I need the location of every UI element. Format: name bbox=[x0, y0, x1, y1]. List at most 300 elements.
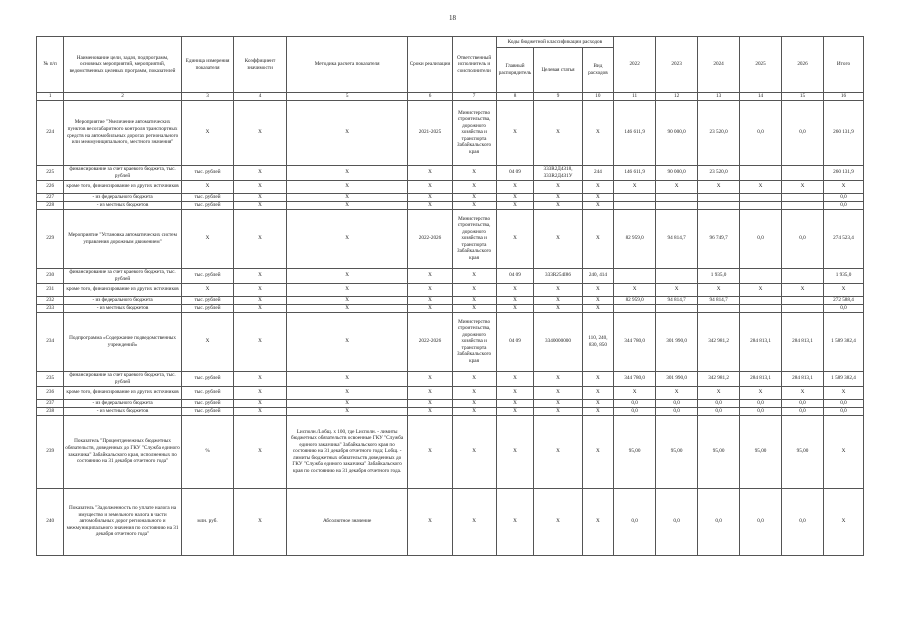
table-row bbox=[37, 283, 864, 296]
table-cell: Х bbox=[534, 371, 582, 386]
table-cell: Х bbox=[698, 180, 740, 193]
table-cell: тыс. рублей bbox=[181, 165, 233, 180]
table-cell: 94 814,7 bbox=[656, 296, 698, 304]
table-cell bbox=[614, 201, 656, 209]
table-row bbox=[37, 201, 864, 209]
table-cell: Х bbox=[782, 180, 824, 193]
table-cell: 0,0 bbox=[656, 407, 698, 415]
table-cell: 260 131,9 bbox=[824, 165, 864, 180]
table-cell: Х bbox=[234, 371, 286, 386]
table-cell: Х bbox=[534, 193, 582, 201]
header-year-2024: 2024 bbox=[698, 37, 740, 93]
table-cell: Министерство строительства, дорожного хозяйства и транспорта Забайкальского края bbox=[452, 312, 496, 371]
table-cell: Х bbox=[234, 407, 286, 415]
table-cell: 229 bbox=[37, 209, 64, 268]
column-number-cell: 9 bbox=[534, 93, 582, 101]
table-cell: Х bbox=[824, 415, 864, 488]
table-cell: Х bbox=[408, 296, 452, 304]
table-cell: Х bbox=[408, 304, 452, 312]
table-cell: 225 bbox=[37, 165, 64, 180]
table-cell: 284 813,1 bbox=[782, 312, 824, 371]
table-cell: Х bbox=[582, 399, 614, 407]
table-row bbox=[37, 165, 864, 180]
table-cell: Х bbox=[234, 399, 286, 407]
table-cell: Х bbox=[234, 415, 286, 488]
table-cell: Х bbox=[452, 415, 496, 488]
header-responsible: Ответственный исполнитель и соисполнители bbox=[452, 37, 496, 93]
table-row bbox=[37, 415, 864, 488]
table-cell: Х bbox=[698, 386, 740, 399]
table-cell: Х bbox=[408, 371, 452, 386]
table-cell bbox=[656, 268, 698, 283]
table-cell: 95,00 bbox=[782, 415, 824, 488]
table-row bbox=[37, 399, 864, 407]
table-cell: Lисполн./Lобщ. х 100, где Lисполн. - лимиты бюджетных обязательств освоенные ГКУ "Служба единого заказчика" Забайкальского края по состоянию на 31 декабря отчетного года; Lобщ. - лимиты бюджетных обязательств доведенных до ГКУ "Служба единого заказчика" Забайкальского края по состоянию на 31 декабря отчетного года. bbox=[286, 415, 408, 488]
table-cell: тыс. рублей bbox=[181, 296, 233, 304]
table-row bbox=[37, 296, 864, 304]
table-cell: Х bbox=[496, 283, 534, 296]
table-cell: Х bbox=[534, 296, 582, 304]
table-cell: Х bbox=[234, 100, 286, 165]
table-cell: Х bbox=[496, 415, 534, 488]
table-cell: 0,0 bbox=[824, 304, 864, 312]
table-cell: Х bbox=[286, 312, 408, 371]
table-cell: Х bbox=[234, 488, 286, 555]
table-cell: Х bbox=[534, 386, 582, 399]
table-cell: 04 09 bbox=[496, 268, 534, 283]
table-cell bbox=[656, 193, 698, 201]
table-cell: 0,0 bbox=[614, 399, 656, 407]
table-cell: Х bbox=[286, 407, 408, 415]
table-cell: 2021-2025 bbox=[408, 100, 452, 165]
table-cell: % bbox=[181, 415, 233, 488]
table-cell: финансирование за счет краевого бюджета, тыс. рублей bbox=[64, 268, 182, 283]
column-number-cell: 11 bbox=[614, 93, 656, 101]
table-cell: 344 780,0 bbox=[614, 371, 656, 386]
column-number-cell: 7 bbox=[452, 93, 496, 101]
table-cell: Абсолютное значение bbox=[286, 488, 408, 555]
table-row bbox=[37, 100, 864, 165]
table-cell: Х bbox=[234, 201, 286, 209]
table-cell: Х bbox=[234, 386, 286, 399]
table-cell: 0,0 bbox=[740, 209, 782, 268]
column-number-cell: 3 bbox=[181, 93, 233, 101]
table-cell: Х bbox=[782, 386, 824, 399]
table-cell: Х bbox=[824, 386, 864, 399]
table-cell bbox=[782, 296, 824, 304]
table-cell: Х bbox=[286, 193, 408, 201]
table-cell: Х bbox=[496, 180, 534, 193]
table-cell: - из федерального бюджета bbox=[64, 296, 182, 304]
table-cell: Х bbox=[452, 268, 496, 283]
table-cell bbox=[740, 296, 782, 304]
table-row bbox=[37, 371, 864, 386]
column-number-cell: 14 bbox=[740, 93, 782, 101]
table-cell: Х bbox=[286, 165, 408, 180]
table-cell: Х bbox=[286, 283, 408, 296]
table-cell: Х bbox=[496, 100, 534, 165]
table-cell bbox=[698, 304, 740, 312]
table-cell bbox=[740, 268, 782, 283]
table-cell: Х bbox=[534, 180, 582, 193]
table-cell: 1 935,0 bbox=[698, 268, 740, 283]
table-cell bbox=[782, 193, 824, 201]
header-expense-type: Вид расходов bbox=[582, 48, 614, 93]
table-cell: тыс. рублей bbox=[181, 304, 233, 312]
table-cell: - из местных бюджетов bbox=[64, 304, 182, 312]
table-cell: 04 09 bbox=[496, 165, 534, 180]
table-cell bbox=[614, 268, 656, 283]
table-cell: 1 935,0 bbox=[824, 268, 864, 283]
table-cell: 272 588,4 bbox=[824, 296, 864, 304]
budget-table bbox=[36, 36, 864, 556]
table-cell: тыс. рублей bbox=[181, 399, 233, 407]
table-cell: Х bbox=[408, 180, 452, 193]
table-cell: Х bbox=[782, 283, 824, 296]
table-cell: 3340000000 bbox=[534, 312, 582, 371]
header-number: № п/п bbox=[37, 37, 64, 93]
table-cell bbox=[782, 201, 824, 209]
table-cell: 284 813,1 bbox=[740, 312, 782, 371]
table-cell bbox=[698, 193, 740, 201]
header-year-2026: 2026 bbox=[782, 37, 824, 93]
table-cell: Х bbox=[452, 371, 496, 386]
table-cell: 0,0 bbox=[824, 399, 864, 407]
table-cell: Х bbox=[740, 180, 782, 193]
table-cell: 95,00 bbox=[656, 415, 698, 488]
table-cell: Х bbox=[824, 180, 864, 193]
table-cell: Х bbox=[234, 283, 286, 296]
table-cell: 238 bbox=[37, 407, 64, 415]
table-cell: 0,0 bbox=[824, 193, 864, 201]
table-cell: Х bbox=[286, 371, 408, 386]
table-cell: Х bbox=[534, 209, 582, 268]
table-cell: 0,0 bbox=[824, 407, 864, 415]
table-cell: 227 bbox=[37, 193, 64, 201]
table-cell bbox=[656, 304, 698, 312]
table-cell: Х bbox=[181, 283, 233, 296]
table-cell: Х bbox=[234, 268, 286, 283]
table-cell: Х bbox=[534, 283, 582, 296]
table-cell: Х bbox=[286, 180, 408, 193]
table-cell: тыс. рублей bbox=[181, 268, 233, 283]
table-cell: 237 bbox=[37, 399, 64, 407]
column-number-row bbox=[37, 93, 864, 101]
table-cell: Х bbox=[452, 399, 496, 407]
table-cell: Х bbox=[496, 371, 534, 386]
table-header bbox=[37, 37, 864, 93]
table-cell: 2022-2026 bbox=[408, 209, 452, 268]
table-cell: Х bbox=[452, 304, 496, 312]
table-cell: Х bbox=[582, 100, 614, 165]
table-cell: Х bbox=[496, 201, 534, 209]
table-cell bbox=[782, 165, 824, 180]
column-number-cell: 10 bbox=[582, 93, 614, 101]
table-cell: 0,0 bbox=[782, 209, 824, 268]
table-row bbox=[37, 488, 864, 555]
table-cell: Х bbox=[408, 407, 452, 415]
table-cell: Х bbox=[452, 283, 496, 296]
table-cell: Х bbox=[614, 180, 656, 193]
header-unit: Единица измерения показателя bbox=[181, 37, 233, 93]
table-cell: 0,0 bbox=[656, 399, 698, 407]
table-cell: 233 bbox=[37, 304, 64, 312]
table-cell: тыс. рублей bbox=[181, 407, 233, 415]
table-cell: Х bbox=[534, 201, 582, 209]
table-cell: Х bbox=[408, 268, 452, 283]
table-row bbox=[37, 180, 864, 193]
table-cell: Х bbox=[656, 386, 698, 399]
table-cell: 235 bbox=[37, 371, 64, 386]
table-cell: 284 813,1 bbox=[782, 371, 824, 386]
table-cell: Х bbox=[286, 386, 408, 399]
table-cell: кроме того, финансирование из других источников bbox=[64, 283, 182, 296]
column-number-cell: 2 bbox=[64, 93, 182, 101]
table-cell: Х bbox=[740, 283, 782, 296]
table-cell: Х bbox=[408, 415, 452, 488]
table-cell: Х bbox=[582, 304, 614, 312]
table-cell: 239 bbox=[37, 415, 64, 488]
table-cell: Х bbox=[408, 283, 452, 296]
column-number-cell: 6 bbox=[408, 93, 452, 101]
table-cell: Х bbox=[181, 100, 233, 165]
table-cell: 94 814,7 bbox=[698, 296, 740, 304]
table-cell: Х bbox=[234, 312, 286, 371]
column-number-cell: 8 bbox=[496, 93, 534, 101]
column-number-cell: 16 bbox=[824, 93, 864, 101]
table-cell: 0,0 bbox=[740, 100, 782, 165]
table-cell: Х bbox=[496, 488, 534, 555]
table-cell: - из местных бюджетов bbox=[64, 407, 182, 415]
table-cell: Х bbox=[234, 296, 286, 304]
table-cell: 0,0 bbox=[698, 488, 740, 555]
table-cell: Х bbox=[286, 209, 408, 268]
table-cell: Х bbox=[408, 488, 452, 555]
table-cell: Х bbox=[582, 209, 614, 268]
table-cell: Х bbox=[234, 180, 286, 193]
header-year-2025: 2025 bbox=[740, 37, 782, 93]
table-cell: Х bbox=[452, 407, 496, 415]
table-cell: - из федерального бюджета bbox=[64, 399, 182, 407]
table-cell: Показатель "Задолженность по уплате налога на имущество и земельного налога в части автомобильных дорог регионального и межмуниципального значения по состоянию на 31 декабря отчетного года" bbox=[64, 488, 182, 555]
table-cell: Х bbox=[181, 209, 233, 268]
table-cell: 260 131,9 bbox=[824, 100, 864, 165]
table-cell: Х bbox=[582, 180, 614, 193]
table-cell: Х bbox=[408, 165, 452, 180]
table-cell: 224 bbox=[37, 100, 64, 165]
table-cell: Х bbox=[582, 296, 614, 304]
table-cell bbox=[740, 304, 782, 312]
table-cell bbox=[782, 268, 824, 283]
table-cell: 110, 240, 830, 850 bbox=[582, 312, 614, 371]
table-cell: Мероприятие "Увеличение автоматических пунктов весогабаритного контроля транспортных средств на автомобильных дорогах регионального или межмуниципального, местного значения" bbox=[64, 100, 182, 165]
column-number-cell: 4 bbox=[234, 93, 286, 101]
table-cell: Х bbox=[582, 201, 614, 209]
table-cell: 82 959,0 bbox=[614, 209, 656, 268]
table-cell: Х bbox=[496, 399, 534, 407]
table-cell: 231 bbox=[37, 283, 64, 296]
table-cell: Х bbox=[452, 488, 496, 555]
header-name: Наименование цели, задач, подпрограмм, основных мероприятий, мероприятий, ведомственных целевых программ, показателей bbox=[64, 37, 182, 93]
table-cell: кроме того, финансирование из других источников bbox=[64, 180, 182, 193]
table-cell: Х bbox=[496, 193, 534, 201]
table-cell bbox=[614, 193, 656, 201]
column-number-cell: 5 bbox=[286, 93, 408, 101]
table-row bbox=[37, 193, 864, 201]
table-cell: 342 981,2 bbox=[698, 312, 740, 371]
table-row bbox=[37, 209, 864, 268]
table-cell: тыс. рублей bbox=[181, 193, 233, 201]
column-number-cell: 12 bbox=[656, 93, 698, 101]
table-cell: 0,0 bbox=[782, 399, 824, 407]
table-cell: 234 bbox=[37, 312, 64, 371]
table-cell: Х bbox=[534, 415, 582, 488]
table-cell: Х bbox=[234, 165, 286, 180]
table-cell: Х bbox=[234, 193, 286, 201]
table-cell: Х bbox=[582, 283, 614, 296]
table-cell: млн. руб. bbox=[181, 488, 233, 555]
table-cell bbox=[740, 193, 782, 201]
table-cell: Х bbox=[181, 312, 233, 371]
table-cell: Х bbox=[286, 304, 408, 312]
table-cell: Х bbox=[740, 386, 782, 399]
table-cell: Х bbox=[496, 304, 534, 312]
header-year-2022: 2022 bbox=[614, 37, 656, 93]
table-cell: 0,0 bbox=[824, 201, 864, 209]
table-row bbox=[37, 407, 864, 415]
table-cell: Х bbox=[582, 193, 614, 201]
table-cell: 23 520,0 bbox=[698, 165, 740, 180]
table-cell: Х bbox=[452, 180, 496, 193]
table-cell: 95,00 bbox=[698, 415, 740, 488]
table-cell: Х bbox=[496, 386, 534, 399]
header-period: Сроки реализации bbox=[408, 37, 452, 93]
table-cell bbox=[698, 201, 740, 209]
table-cell: тыс. рублей bbox=[181, 386, 233, 399]
table-cell: 228 bbox=[37, 201, 64, 209]
table-cell: Х bbox=[408, 201, 452, 209]
table-cell: Х bbox=[534, 100, 582, 165]
table-cell: 284 813,1 bbox=[740, 371, 782, 386]
table-cell: 344 780,0 bbox=[614, 312, 656, 371]
table-cell: Х bbox=[286, 100, 408, 165]
table-cell: 82 959,0 bbox=[614, 296, 656, 304]
table-cell: 0,0 bbox=[698, 399, 740, 407]
table-cell: 0,0 bbox=[698, 407, 740, 415]
table-cell bbox=[740, 165, 782, 180]
table-body bbox=[37, 93, 864, 556]
table-cell: 1 589 382,4 bbox=[824, 371, 864, 386]
table-cell: Х bbox=[534, 304, 582, 312]
table-cell: Х bbox=[614, 386, 656, 399]
table-row bbox=[37, 304, 864, 312]
table-cell: 95,00 bbox=[740, 415, 782, 488]
table-cell: 2022-2026 bbox=[408, 312, 452, 371]
table-cell: 274 523,4 bbox=[824, 209, 864, 268]
table-cell: Х bbox=[582, 371, 614, 386]
header-total: Итого bbox=[824, 37, 864, 93]
table-cell: 342 981,2 bbox=[698, 371, 740, 386]
table-cell: Х bbox=[408, 399, 452, 407]
page-number: 18 bbox=[449, 14, 456, 22]
table-cell: 146 611,9 bbox=[614, 100, 656, 165]
table-cell: Х bbox=[408, 193, 452, 201]
table-cell: 90 000,0 bbox=[656, 165, 698, 180]
table-cell: 240, 414 bbox=[582, 268, 614, 283]
table-cell: Х bbox=[824, 283, 864, 296]
header-method: Методика расчета показателя bbox=[286, 37, 408, 93]
table-cell: Х bbox=[582, 488, 614, 555]
table-cell: Х bbox=[582, 407, 614, 415]
header-coefficient: Коэффициент значимости bbox=[234, 37, 286, 93]
table-cell: финансирование за счет краевого бюджета, тыс. рублей bbox=[64, 165, 182, 180]
table-cell: Х bbox=[452, 165, 496, 180]
table-cell: Х bbox=[234, 304, 286, 312]
table-cell: 0,0 bbox=[614, 407, 656, 415]
table-cell: 226 bbox=[37, 180, 64, 193]
table-cell: Х bbox=[496, 407, 534, 415]
table-cell: Х bbox=[534, 399, 582, 407]
table-cell: 90 000,0 bbox=[656, 100, 698, 165]
table-row bbox=[37, 268, 864, 283]
table-cell: 0,0 bbox=[740, 407, 782, 415]
table-cell: Х bbox=[286, 296, 408, 304]
table-cell: Х bbox=[824, 488, 864, 555]
table-cell: Х bbox=[452, 386, 496, 399]
table-cell: Х bbox=[452, 193, 496, 201]
table-cell: 94 814,7 bbox=[656, 209, 698, 268]
column-number-cell: 1 bbox=[37, 93, 64, 101]
table-cell: 236 bbox=[37, 386, 64, 399]
header-year-2023: 2023 bbox=[656, 37, 698, 93]
table-cell: 0,0 bbox=[782, 488, 824, 555]
table-cell: Х bbox=[496, 296, 534, 304]
table-cell: Показатель "Процентденежных бюджетных обязательств, доведенных до ГКУ "Служба единого заказчика" Забайкальского края, исполненных по состоянию на 31 декабря отчетного года" bbox=[64, 415, 182, 488]
table-cell: Х bbox=[582, 386, 614, 399]
table-row bbox=[37, 312, 864, 371]
table-cell bbox=[656, 201, 698, 209]
table-cell: 0,0 bbox=[782, 100, 824, 165]
table-cell: Х bbox=[181, 180, 233, 193]
table-cell: 0,0 bbox=[740, 488, 782, 555]
table-cell: Х bbox=[698, 283, 740, 296]
table-cell: 1 589 382,4 bbox=[824, 312, 864, 371]
table-cell: Х bbox=[614, 283, 656, 296]
table-cell: 0,0 bbox=[782, 407, 824, 415]
table-cell: Х bbox=[286, 201, 408, 209]
table-cell bbox=[614, 304, 656, 312]
table-cell: 333R254I86 bbox=[534, 268, 582, 283]
table-cell: Министерство строительства, дорожного хозяйства и транспорта Забайкальского края bbox=[452, 209, 496, 268]
table-cell: 301 990,0 bbox=[656, 371, 698, 386]
header-main-manager: Главный распорядитель bbox=[496, 48, 534, 93]
table-cell: 0,0 bbox=[656, 488, 698, 555]
table-cell: 232 bbox=[37, 296, 64, 304]
table-cell bbox=[782, 304, 824, 312]
table-cell: 244 bbox=[582, 165, 614, 180]
table-cell: финансирование за счет краевого бюджета, тыс. рублей bbox=[64, 371, 182, 386]
table-cell: Х bbox=[286, 268, 408, 283]
table-cell: Х bbox=[582, 415, 614, 488]
table-cell: 146 611,9 bbox=[614, 165, 656, 180]
table-cell: - из федерального бюджета bbox=[64, 193, 182, 201]
header-budget-codes: Коды бюджетной классификации расходов bbox=[496, 37, 614, 48]
table-cell: 0,0 bbox=[740, 399, 782, 407]
table-row bbox=[37, 386, 864, 399]
table-cell: Х bbox=[534, 407, 582, 415]
table-cell: Х bbox=[452, 296, 496, 304]
table-cell: Х bbox=[452, 201, 496, 209]
